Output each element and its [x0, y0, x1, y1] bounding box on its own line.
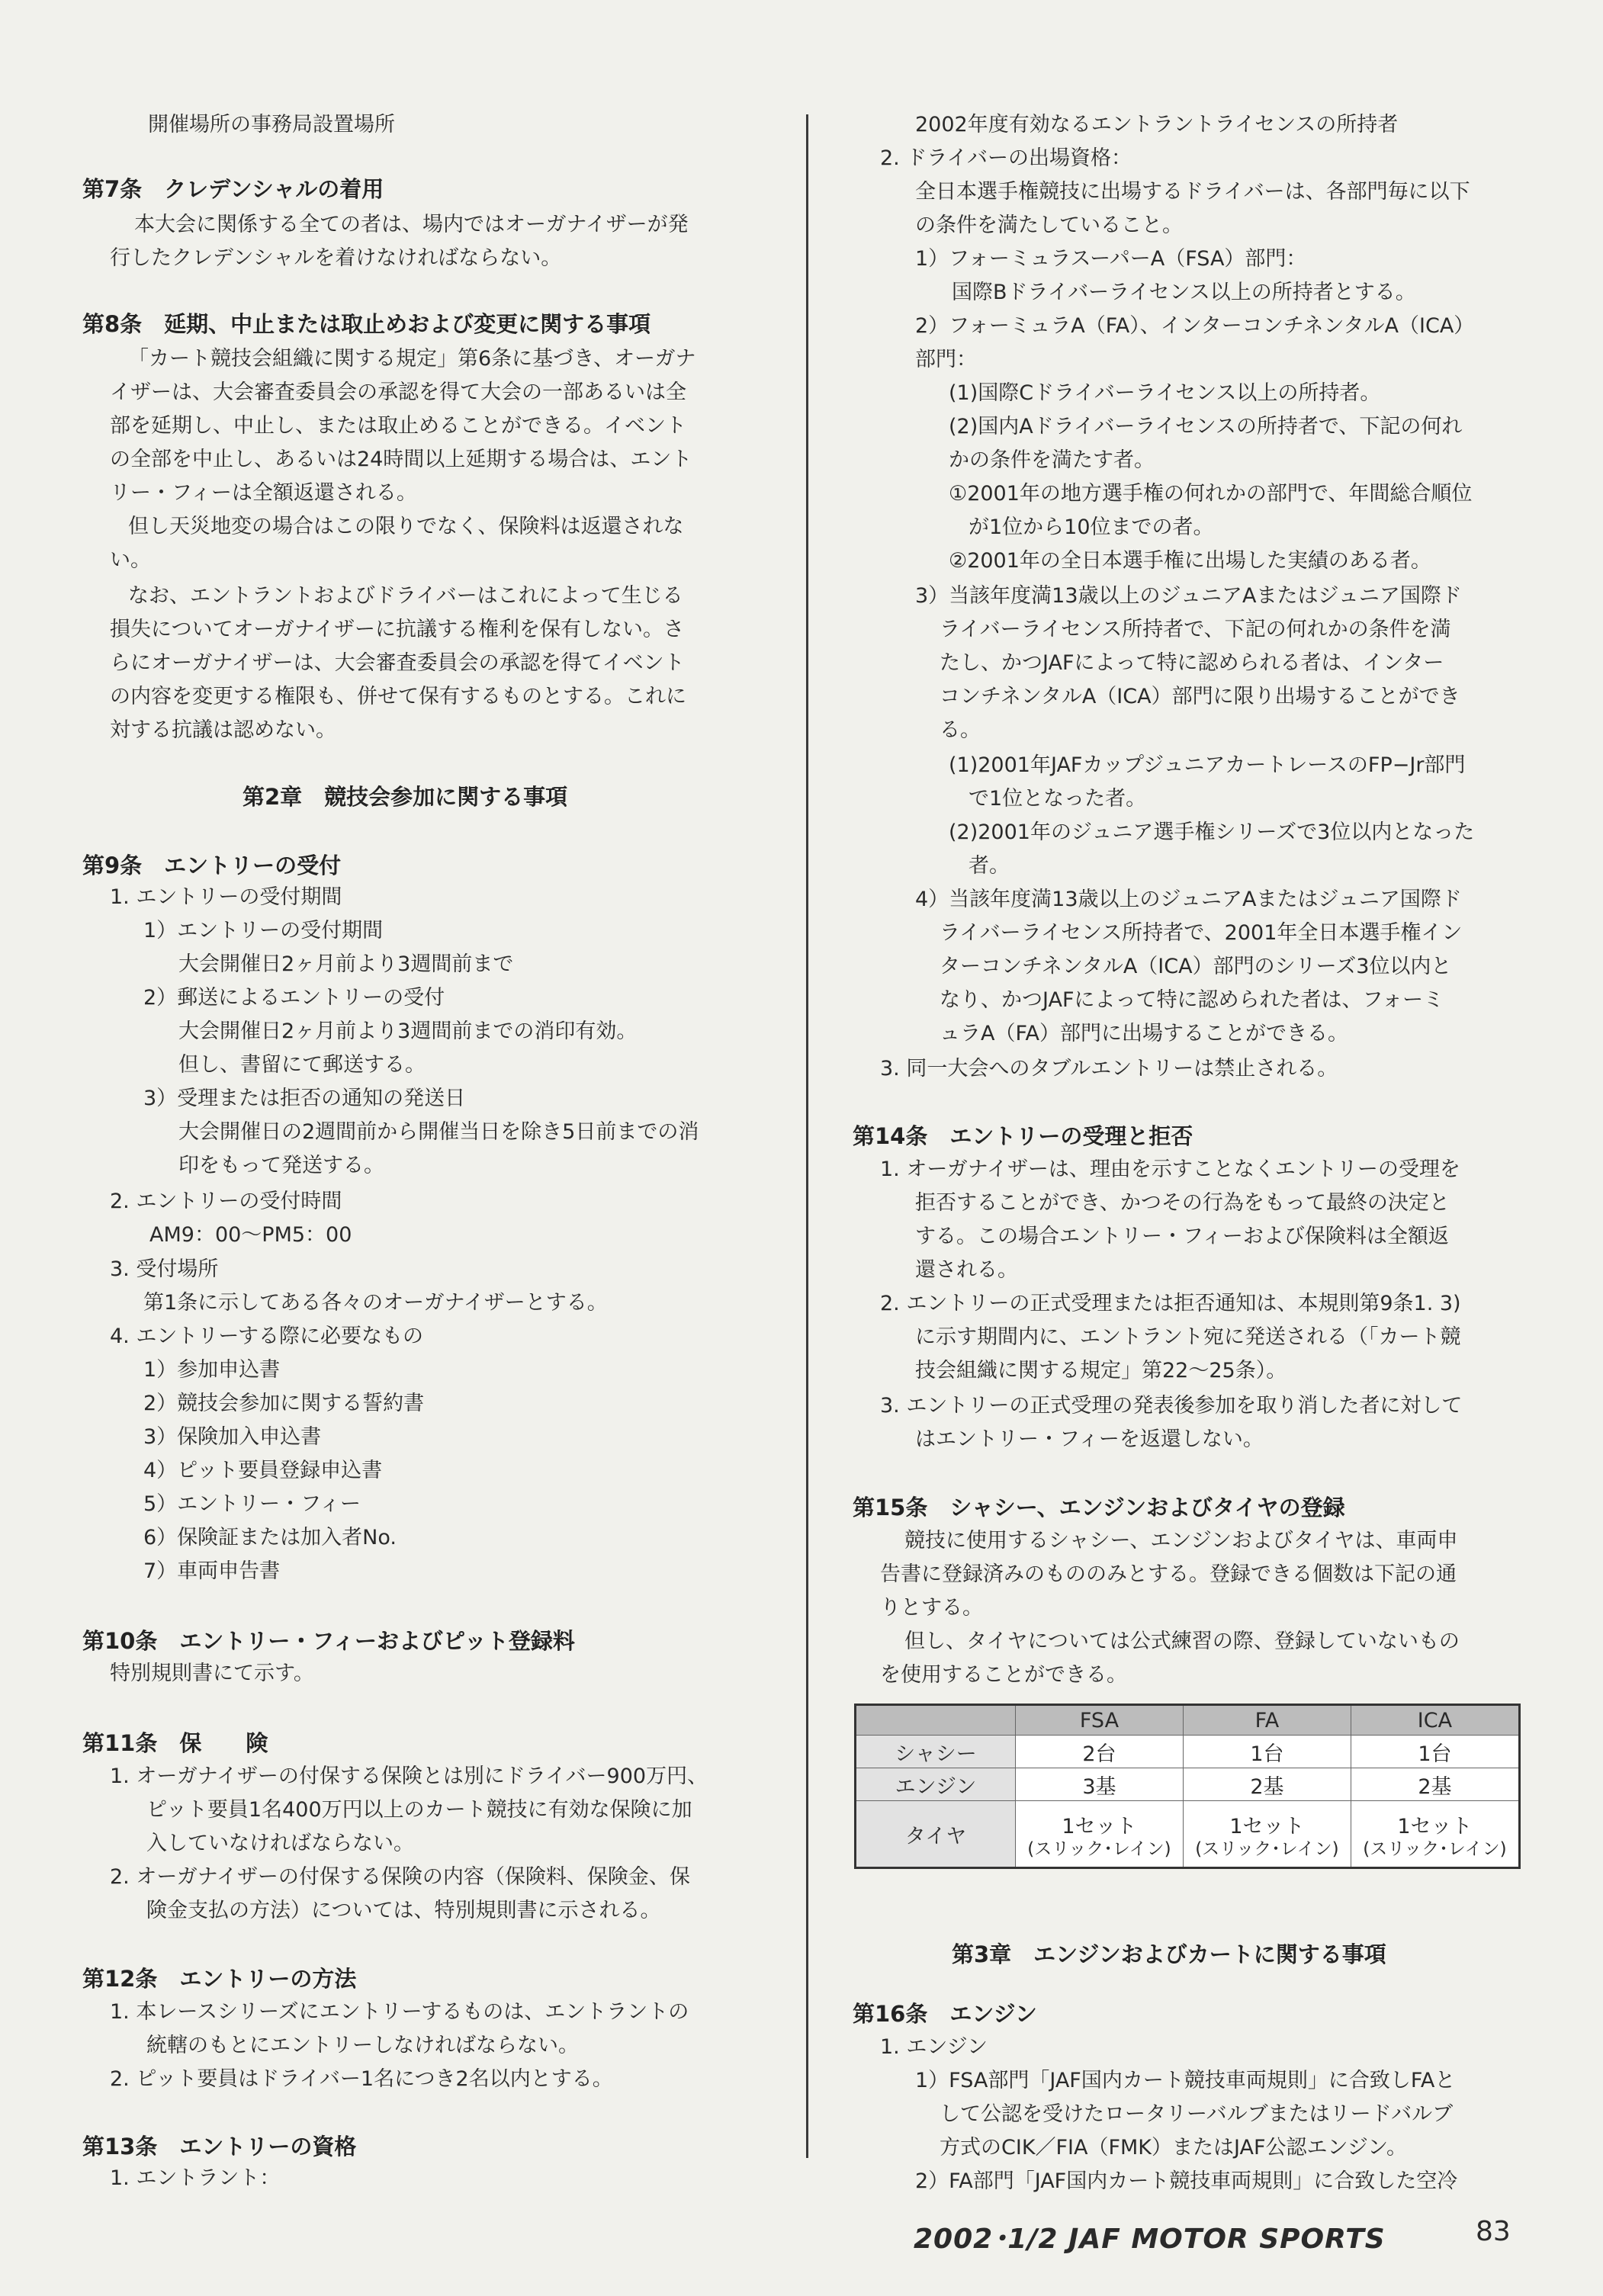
text-line: 国際Bドライバーライセンス以上の所持者とする。: [952, 281, 1416, 304]
text-line: 「カート競技会組織に関する規定」第6条に基づき、オーガナ: [128, 347, 696, 371]
row-label: シャシー: [856, 1736, 1016, 1768]
text-line: の全部を中止し、あるいは24時間以上延期する場合は、エント: [110, 448, 692, 471]
text-line: リー・フィーは全額返還される。: [110, 481, 417, 505]
text-line: 大会開催日の2週間前から開催当日を除き5日前までの消: [178, 1120, 699, 1144]
text-line: ライバーライセンス所持者で、2001年全日本選手権イン: [940, 921, 1463, 945]
text-line: りとする。: [880, 1596, 983, 1620]
page-number: 83: [1476, 2216, 1511, 2247]
text-line: 2）フォーミュラA（FA）、インターコンチネンタルA（ICA）: [915, 314, 1475, 338]
text-line: 方式のCIK／FIA（FMK）またはJAF公認エンジン。: [940, 2136, 1407, 2160]
text-line: 但し、タイヤについては公式練習の際、登録していないもの: [904, 1630, 1460, 1653]
text-line: 2. ドライバーの出場資格：: [880, 146, 1132, 170]
table-cell: [1016, 1801, 1184, 1868]
text-line: 全日本選手権競技に出場するドライバーは、各部門毎に以下: [915, 180, 1470, 204]
article-heading: 第12条 エントリーの方法: [82, 1966, 357, 1992]
text-line: 特別規則書にて示す。: [110, 1662, 314, 1685]
text-line: 1. エンジン: [880, 2035, 988, 2059]
text-line: 損失についてオーガナイザーに抗議する権利を保有しない。さ: [110, 618, 685, 641]
text-line: 1）フォーミュラスーパーA（FSA）部門：: [915, 247, 1307, 271]
table-header-cell: FSA: [1016, 1705, 1184, 1736]
text-line: の内容を変更する権限も、併せて保有するものとする。これに: [110, 685, 686, 708]
text-line: 3. 受付場所: [110, 1257, 219, 1281]
cell-main: 1セット: [1062, 1814, 1137, 1838]
cell-sub: (スリック･レイン): [1027, 1838, 1171, 1859]
text-line: ライバーライセンス所持者で、下記の何れかの条件を満: [940, 618, 1451, 641]
text-line: 2）郵送によるエントリーの受付: [143, 986, 445, 1010]
text-line: らにオーガナイザーは、大会審査委員会の承認を得てイベント: [110, 651, 685, 675]
text-line: 1. オーガナイザーの付保する保険とは別にドライバー900万円、: [110, 1765, 708, 1788]
table-row: [856, 1736, 1520, 1768]
article-heading: 第7条 クレデンシャルの着用: [82, 176, 384, 202]
text-line: 2002年度有効なるエントラントライセンスの所持者: [915, 113, 1399, 136]
text-line: 1. オーガナイザーは、理由を示すことなくエントリーの受理を: [880, 1158, 1460, 1181]
text-line: 統轄のもとにエントリーしなければならない。: [146, 2034, 579, 2057]
text-line: 険金支払の方法）については、特別規則書に示される。: [146, 1899, 661, 1922]
text-line: ュラA（FA）部門に出場することができる。: [940, 1022, 1348, 1045]
table-row: [856, 1768, 1520, 1801]
column-divider: [806, 114, 808, 2158]
text-line: 3）保険加入申込書: [143, 1425, 322, 1449]
text-line: (1)2001年JAFカップジュニアカートレースのFP−Jr部門: [949, 753, 1466, 777]
text-line: ピット要員1名400万円以上のカート競技に有効な保険に加: [146, 1798, 692, 1822]
text-line: 大会開催日2ヶ月前より3週間前まで: [178, 952, 514, 976]
cell-main: 1セット: [1229, 1814, 1305, 1838]
text-line: コンチネンタルA（ICA）部門に限り出場することができ: [940, 685, 1460, 708]
text-line: 2. エントリーの受付時間: [110, 1190, 342, 1213]
text-line: 入していなければならない。: [146, 1832, 414, 1855]
text-line: い。: [110, 548, 151, 572]
text-line: 競技に使用するシャシー、エンジンおよびタイヤは、車両申: [904, 1529, 1458, 1553]
text-line: 1. エントラント：: [110, 2166, 281, 2190]
text-line: の条件を満たしていること。: [915, 214, 1183, 237]
text-line: 2. エントリーの正式受理または拒否通知は、本規則第9条1. 3): [880, 1292, 1461, 1315]
cell-sub: (スリック･レイン): [1195, 1838, 1339, 1859]
article-heading: 第15条 シャシー、エンジンおよびタイヤの登録: [853, 1495, 1345, 1520]
text-line: 大会開催日2ヶ月前より3週間前までの消印有効。: [178, 1020, 638, 1043]
text-line: を使用することができる。: [880, 1663, 1127, 1687]
text-line: が1位から10位までの者。: [969, 515, 1214, 539]
text-line: 本大会に関係する全ての者は、場内ではオーガナイザーが発: [134, 213, 689, 236]
article-heading: 第10条 エントリー・フィーおよびピット登録料: [82, 1628, 575, 1654]
text-line: 1. エントリーの受付期間: [110, 885, 342, 909]
text-line: たし、かつJAFによって特に認められる者は、インター: [940, 651, 1444, 675]
article-heading: 第16条 エンジン: [853, 2001, 1037, 2027]
text-line: 3. 同一大会へのタブルエントリーは禁止される。: [880, 1057, 1338, 1081]
table-header-cell: FA: [1183, 1705, 1351, 1736]
table-cell: 2基: [1183, 1768, 1351, 1801]
table-header-cell: [856, 1705, 1016, 1736]
text-line: 第1条に示してある各々のオーガナイザーとする。: [143, 1291, 608, 1315]
article-heading: 第9条 エントリーの受付: [82, 853, 342, 878]
text-line: 2. ピット要員はドライバー1名につき2名以内とする。: [110, 2067, 613, 2091]
text-line: なお、エントラントおよびドライバーはこれによって生じる: [128, 584, 683, 608]
text-line: 5）エントリー・フィー: [143, 1492, 361, 1516]
text-line: (2)国内Aドライバーライセンスの所持者で、下記の何れ: [949, 415, 1463, 438]
text-line: (2)2001年のジュニア選手権シリーズで3位以内となった: [949, 820, 1475, 844]
text-line: 2）FA部門「JAF国内カート競技車両規則」に合致した空冷: [915, 2169, 1458, 2193]
text-line: イザーは、大会審査委員会の承認を得て大会の一部あるいは全: [110, 381, 686, 404]
table-cell: 2基: [1351, 1768, 1519, 1801]
text-line: 技会組織に関する規定」第22～25条）。: [915, 1359, 1287, 1382]
chapter-heading: 第3章 エンジンおよびカートに関する事項: [952, 1941, 1386, 1967]
text-line: 1）参加申込書: [143, 1358, 281, 1382]
text-line: 1）エントリーの受付期間: [143, 919, 384, 942]
cell-main: 1セット: [1397, 1814, 1473, 1838]
text-line: る。: [940, 718, 981, 742]
text-line: 拒否することができ、かつその行為をもって最終の決定と: [915, 1191, 1450, 1215]
text-line: ②2001年の全日本選手権に出場した実績のある者。: [949, 549, 1431, 573]
table-cell: 2台: [1016, 1736, 1184, 1768]
text-line: 3. エントリーの正式受理の発表後参加を取り消した者に対して: [880, 1394, 1463, 1418]
article-heading: 第8条 延期、中止または取止めおよび変更に関する事項: [82, 311, 651, 337]
article-heading: 第11条 保 険: [82, 1730, 268, 1756]
text-line: 行したクレデンシャルを着けなければならない。: [110, 246, 562, 270]
row-label: タイヤ: [856, 1801, 1016, 1868]
cell-sub: (スリック･レイン): [1363, 1838, 1507, 1859]
text-line: 開催場所の事務局設置場所: [148, 113, 395, 136]
table-header-row: [856, 1705, 1520, 1736]
table-cell: 1台: [1183, 1736, 1351, 1768]
text-line: 6）保険証または加入者No.: [143, 1526, 397, 1549]
registration-table: [854, 1704, 1521, 1869]
text-line: ターコンチネンタルA（ICA）部門のシリーズ3位以内と: [940, 955, 1452, 978]
text-line: 4）当該年度満13歳以上のジュニアAまたはジュニア国際ド: [915, 888, 1462, 911]
text-line: 3）受理または拒否の通知の発送日: [143, 1087, 466, 1110]
text-line: 4）ピット要員登録申込書: [143, 1459, 383, 1482]
text-line: 但し天災地変の場合はこの限りでなく、保険料は返還されな: [128, 515, 684, 538]
text-line: 者。: [969, 854, 1010, 878]
text-line: AM9：00～PM5：00: [149, 1223, 352, 1247]
text-line: 印をもって発送する。: [178, 1154, 384, 1177]
text-line: 但し、書留にて郵送する。: [178, 1053, 426, 1077]
text-line: ①2001年の地方選手権の何れかの部門で、年間総合順位: [949, 482, 1473, 506]
table-cell: [1183, 1801, 1351, 1868]
article-heading: 第14条 エントリーの受理と拒否: [853, 1123, 1193, 1149]
text-line: 1）FSA部門「JAF国内カート競技車両規則」に合致しFAと: [915, 2069, 1456, 2092]
text-line: に示す期間内に、エントラント宛に発送される（「カート競: [915, 1325, 1461, 1349]
text-line: 部門：: [915, 348, 977, 371]
article-heading: 第13条 エントリーの資格: [82, 2134, 357, 2160]
text-line: して公認を受けたロータリーバルブまたはリードバルブ: [940, 2102, 1454, 2126]
text-line: 告書に登録済みのもののみとする。登録できる個数は下記の通: [880, 1562, 1457, 1586]
text-line: なり、かつJAFによって特に認められた者は、フォーミ: [940, 988, 1444, 1012]
text-line: する。この場合エントリー・フィーおよび保険料は全額返: [915, 1225, 1449, 1248]
text-line: かの条件を満たす者。: [949, 448, 1155, 472]
table-cell: [1351, 1801, 1519, 1868]
text-line: 2. オーガナイザーの付保する保険の内容（保険料、保険金、保: [110, 1865, 690, 1889]
text-line: 2）競技会参加に関する誓約書: [143, 1392, 425, 1415]
text-line: 7）車両申告書: [143, 1559, 281, 1583]
text-line: 還される。: [915, 1258, 1018, 1282]
magazine-footer: 2002･1/2 JAF MOTOR SPORTS: [914, 2224, 1386, 2255]
table-row: [856, 1801, 1520, 1868]
text-line: 1. 本レースシリーズにエントリーするものは、エントラントの: [110, 2000, 689, 2024]
text-line: (1)国際Cドライバーライセンス以上の所持者。: [949, 381, 1381, 405]
text-line: はエントリー・フィーを返還しない。: [915, 1427, 1264, 1451]
chapter-heading: 第2章 競技会参加に関する事項: [243, 784, 568, 810]
table-header-cell: ICA: [1351, 1705, 1519, 1736]
text-line: 対する抗議は認めない。: [110, 718, 336, 742]
text-line: で1位となった者。: [969, 787, 1147, 811]
table-cell: 1台: [1351, 1736, 1519, 1768]
text-line: 3）当該年度満13歳以上のジュニアAまたはジュニア国際ド: [915, 584, 1462, 608]
text-line: 部を延期し、中止し、または取止めることができる。イベント: [110, 414, 686, 438]
table-cell: 3基: [1016, 1768, 1184, 1801]
row-label: エンジン: [856, 1768, 1016, 1801]
text-line: 4. エントリーする際に必要なもの: [110, 1325, 423, 1348]
